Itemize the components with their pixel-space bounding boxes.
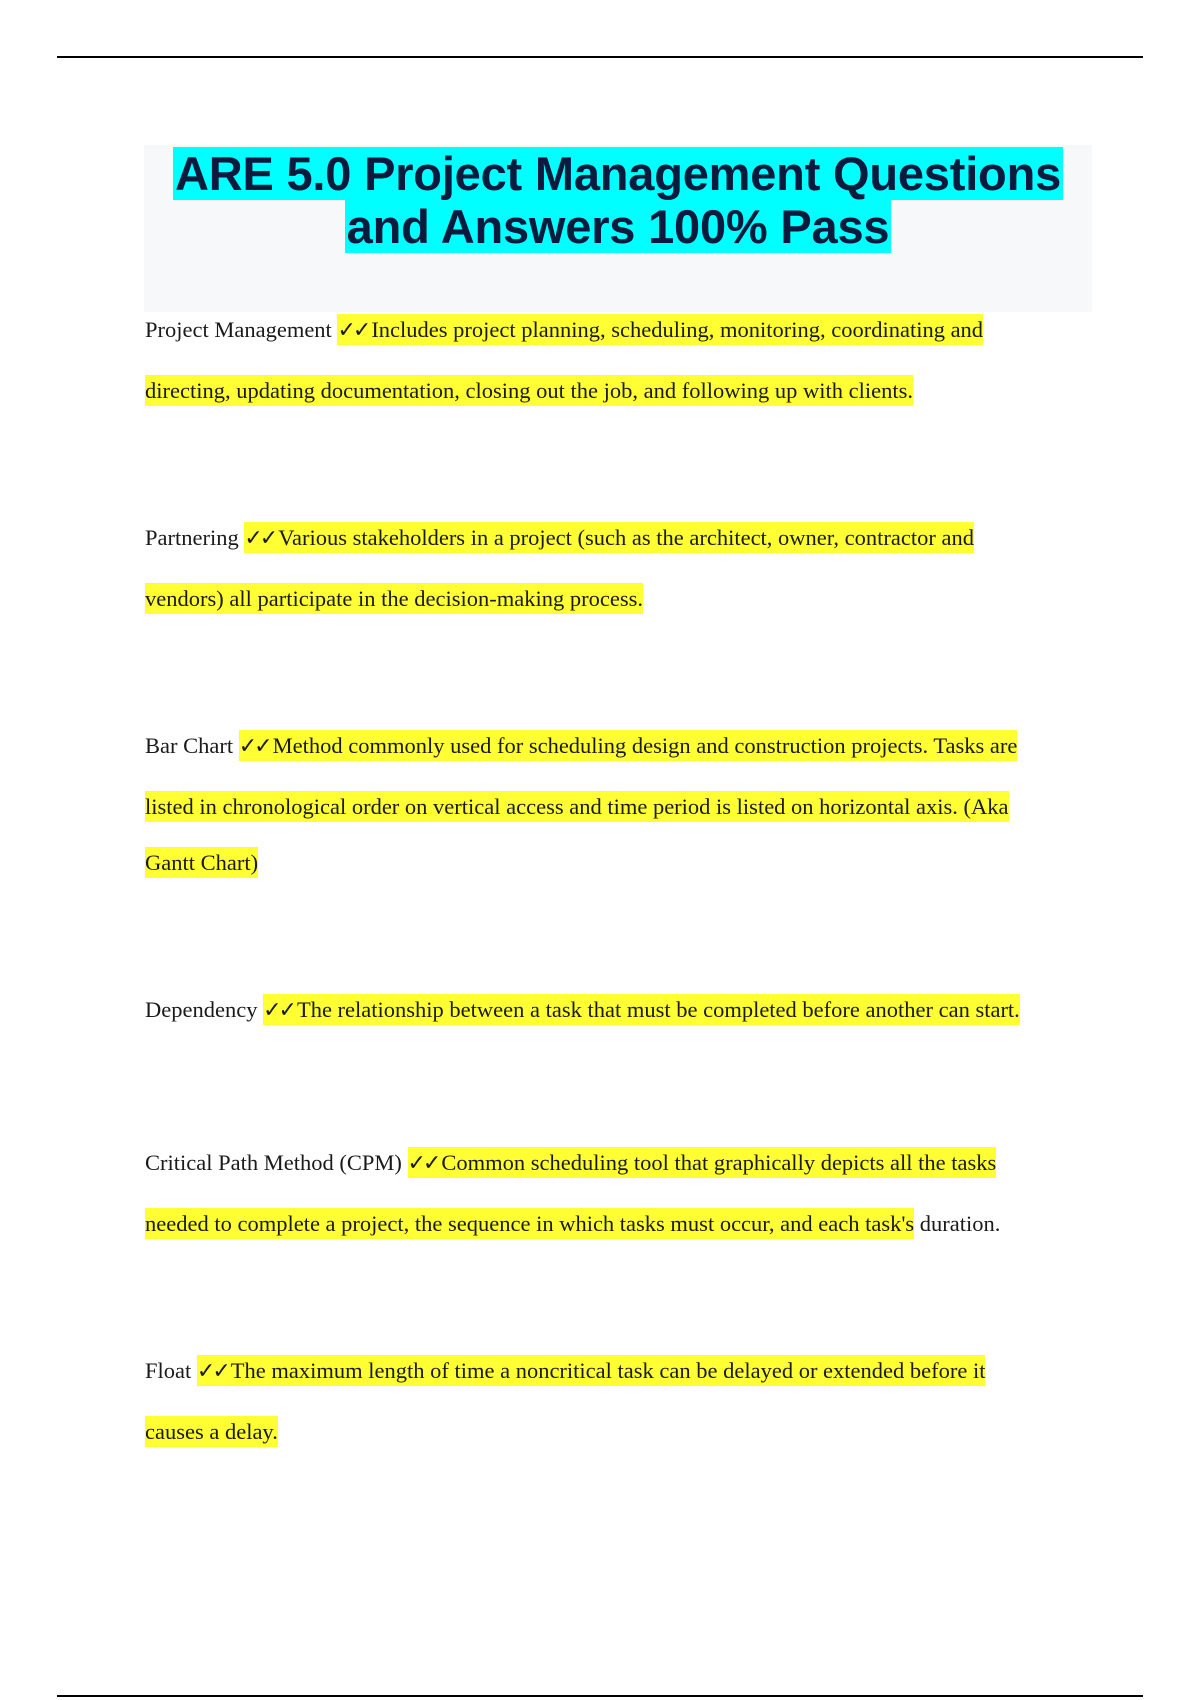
title-line-1: ARE 5.0 Project Management Questions (174, 147, 1062, 200)
qa-entry-critical-path-method (145, 1133, 1095, 1254)
qa-entry-project-management (145, 300, 1095, 421)
double-check-icon: ✓✓ (337, 318, 369, 343)
term-label: Dependency (145, 997, 258, 1022)
double-check-icon: ✓✓ (196, 1359, 228, 1384)
answer-line: needed to complete a project, the sequence in which tasks must occur, and each task's (145, 1208, 914, 1239)
answer-line: Gantt Chart) (145, 847, 258, 878)
top-rule (57, 56, 1143, 58)
answer-line: The maximum length of time a noncritical task can be delayed or extended before it (230, 1358, 986, 1383)
term-label: Float (145, 1358, 192, 1383)
answer-line: Method commonly used for scheduling design and construction projects. Tasks are (272, 733, 1018, 758)
answer-trailing-text: duration. (914, 1211, 1001, 1236)
answer-line: Common scheduling tool that graphically depicts all the tasks (441, 1150, 997, 1175)
qa-entry-bar-chart (145, 716, 1095, 893)
qa-entry-partnering (145, 508, 1095, 629)
double-check-icon: ✓✓ (407, 1151, 439, 1176)
qa-entry-dependency (145, 980, 1095, 1041)
double-check-icon: ✓✓ (238, 734, 270, 759)
answer-line: directing, updating documentation, closing out the job, and following up with clients. (145, 375, 913, 406)
term-label: Bar Chart (145, 733, 234, 758)
answer-line: causes a delay. (145, 1416, 278, 1447)
answer-line: The relationship between a task that must be completed before another can start. (296, 997, 1020, 1022)
double-check-icon: ✓✓ (244, 526, 276, 551)
answer-line: vendors) all participate in the decision-making process. (145, 583, 643, 614)
term-label: Partnering (145, 525, 239, 550)
bottom-rule (57, 1695, 1143, 1697)
qa-entry-float (145, 1341, 1095, 1462)
answer-line: Includes project planning, scheduling, monitoring, coordinating and (371, 317, 984, 342)
term-label: Critical Path Method (CPM) (145, 1150, 402, 1175)
term-label: Project Management (145, 317, 332, 342)
answer-line: Various stakeholders in a project (such as the architect, owner, contractor and (278, 525, 974, 550)
answer-line: listed in chronological order on vertical access and time period is listed on horizontal axis. (Aka (145, 791, 1009, 822)
double-check-icon: ✓✓ (263, 998, 294, 1023)
title-line-2: and Answers 100% Pass (346, 200, 890, 253)
document-title (144, 145, 1092, 312)
